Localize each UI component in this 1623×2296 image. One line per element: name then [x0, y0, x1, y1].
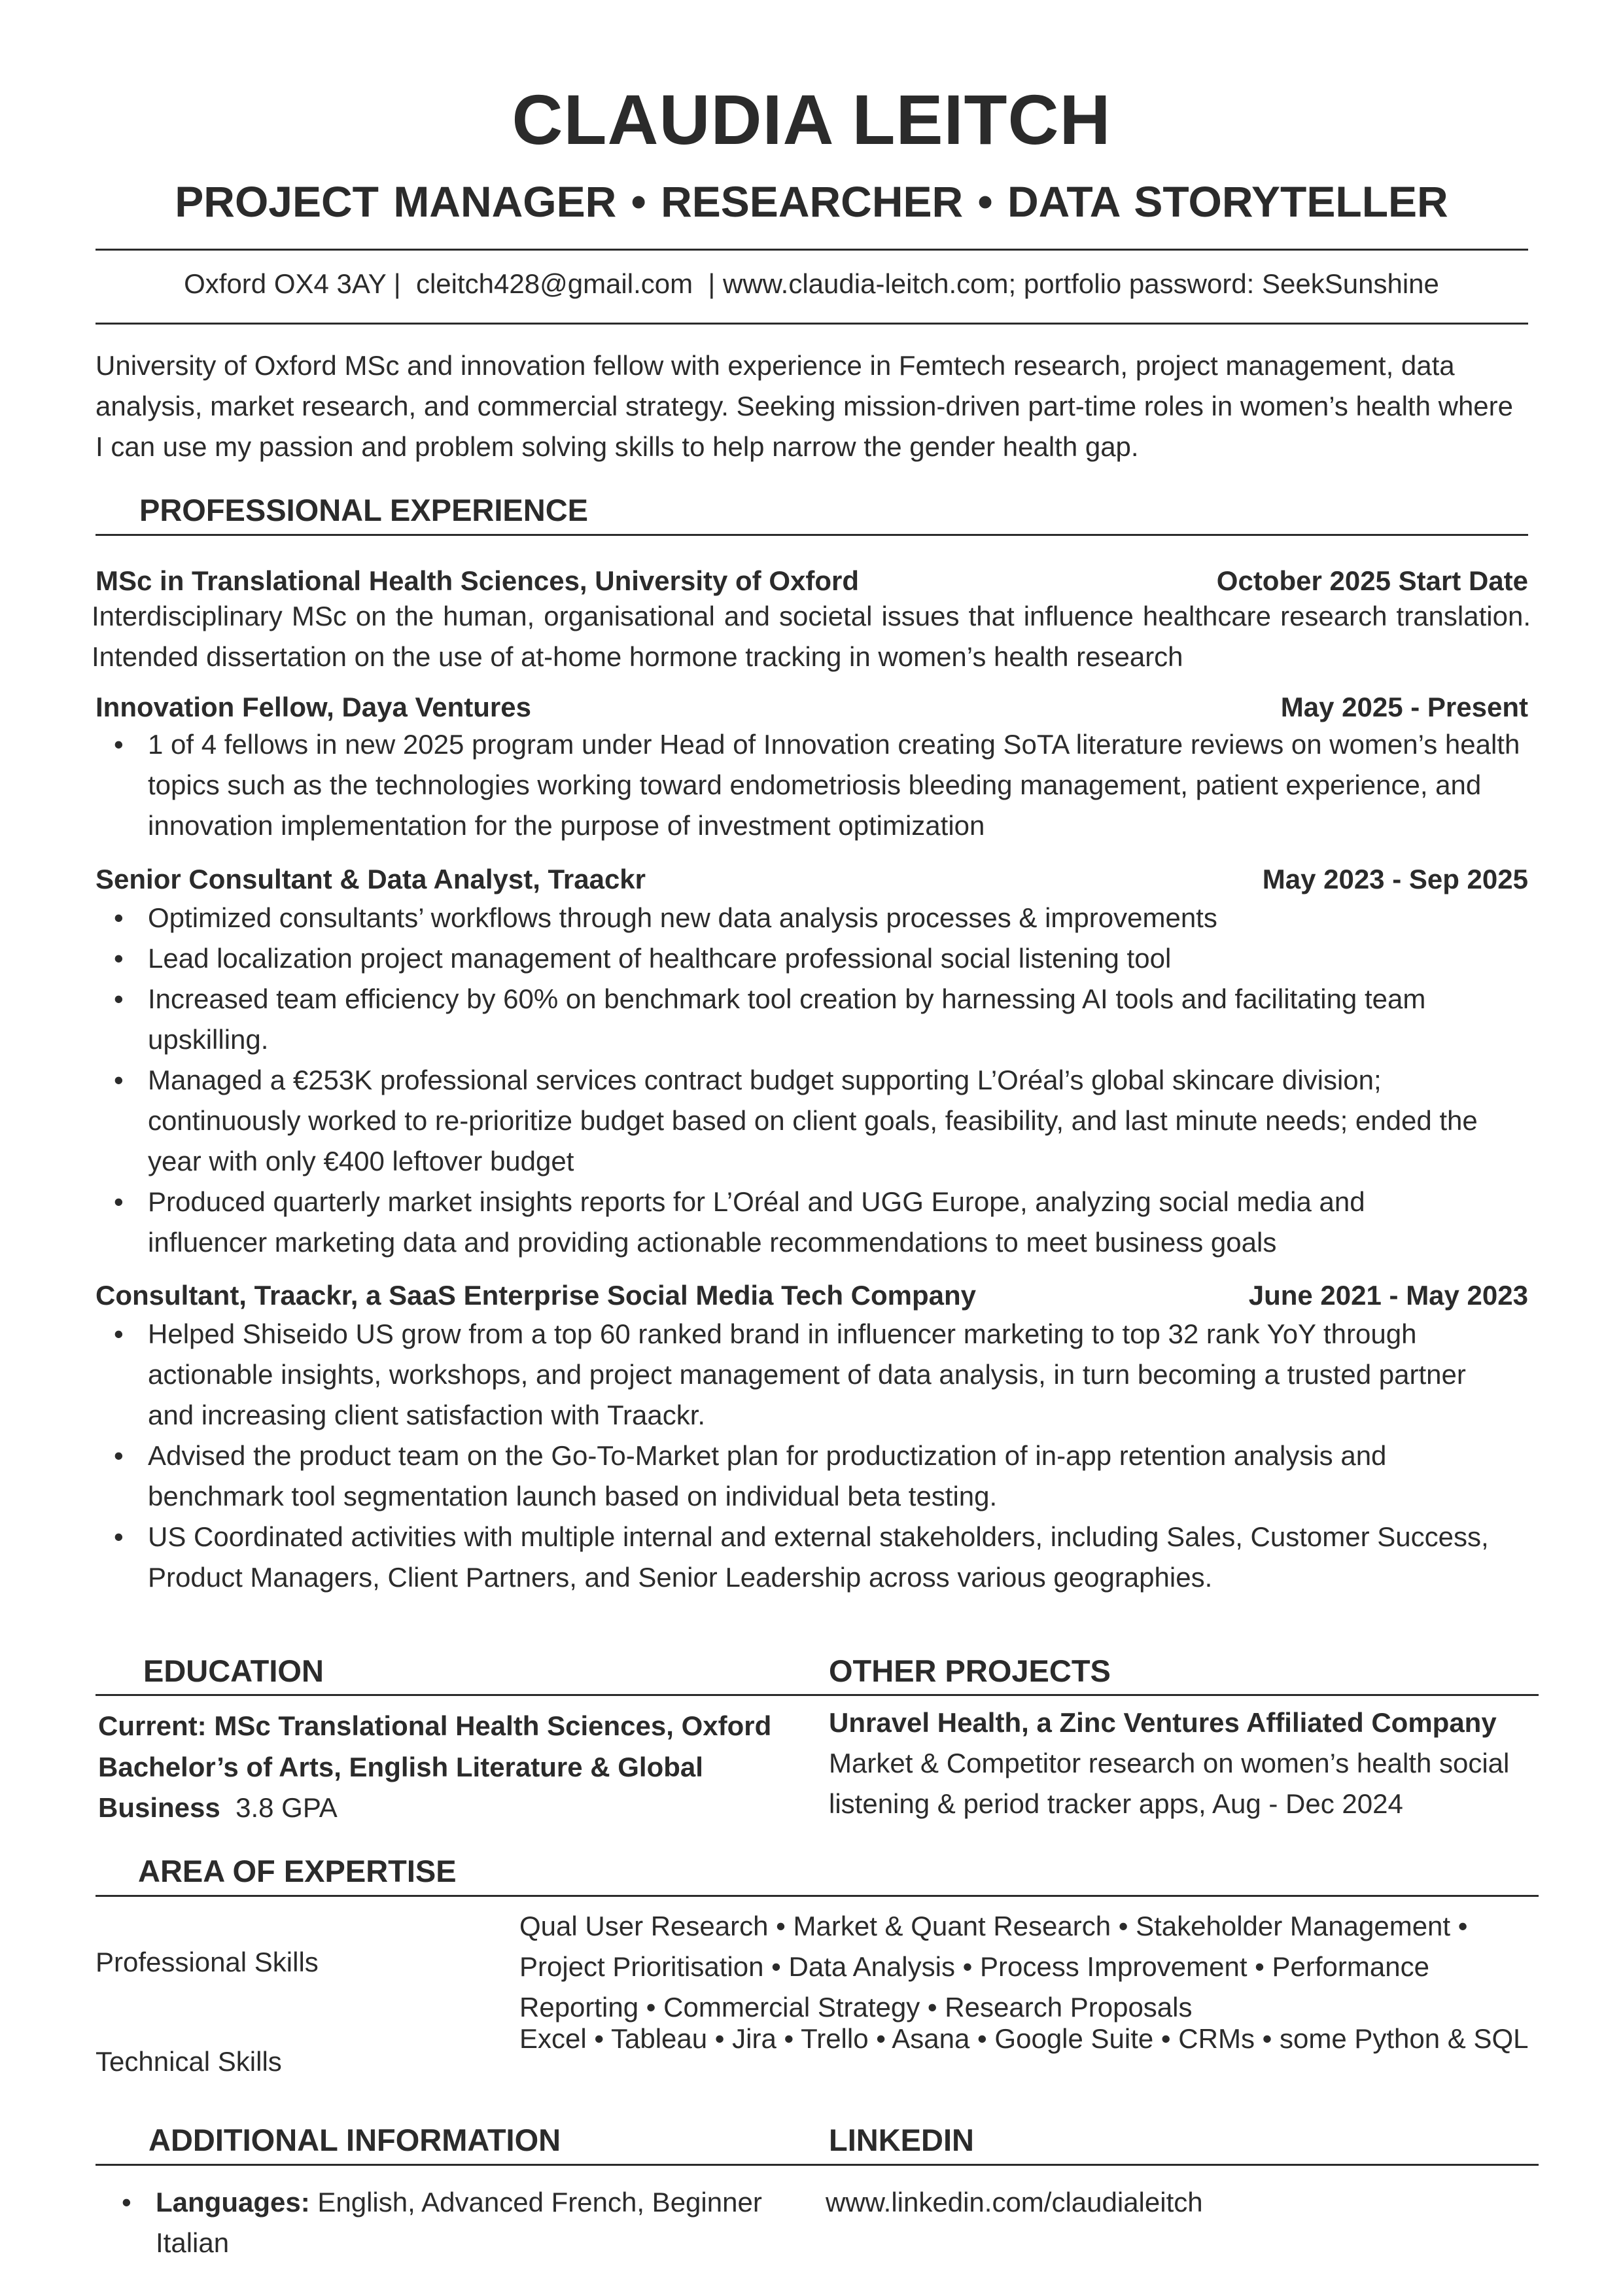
languages-value: English, Advanced French, Beginner Italian [156, 2187, 762, 2258]
job-role: MSc in Translational Health Sciences, University of Oxford [96, 565, 859, 596]
job-bullet: • Managed a €253K professional services contract budget supporting L’Oréal’s global skincare division; continuously worked to re-prioritize budget based on client goals, feasibility, and last minute needs; ended the year with only €400 leftover budget [96, 1060, 1489, 1182]
candidate-tagline: PROJECT MANAGER • RESEARCHER • DATA STORYTELLER [175, 177, 1448, 226]
job-bullet: • Lead localization project management of healthcare professional social listening tool [96, 938, 1489, 979]
projects-section-title: OTHER PROJECTS [829, 1653, 1111, 1688]
job-bullet: • US Coordinated activities with multiple internal and external stakeholders, including Sales, Customer Success, Product Managers, Client Partners, and Senior Leadership across various geographies. [96, 1517, 1489, 1598]
job-bullet: • Optimized consultants’ workflows through new data analysis processes & improvements [96, 898, 1489, 938]
project-name: Unravel Health, a Zinc Ventures Affiliated Company [829, 1707, 1497, 1738]
job-date: October 2025 Start Date [1216, 565, 1528, 596]
job-role: Consultant, Traackr, a SaaS Enterprise Social Media Tech Company [96, 1280, 977, 1311]
additional-section-title: ADDITIONAL INFORMATION [148, 2123, 561, 2157]
job-bullets [96, 1314, 1489, 1598]
job-date: June 2021 - May 2023 [1248, 1280, 1528, 1311]
job-bullet: • Increased team efficiency by 60% on benchmark tool creation by harnessing AI tools and facilitating team upskilling. [96, 979, 1489, 1060]
languages-label: Languages: [156, 2187, 310, 2217]
profile-summary: University of Oxford MSc and innovation fellow with experience in Femtech research, project management, data analysis, market research, and commercial strategy. Seeking mission-driven part-time roles in women’s health where I can use my passion and problem solving skills to help narrow the gender health gap. [96, 350, 1513, 462]
experience-divider [96, 534, 1528, 536]
job-bullet: • Helped Shiseido US grow from a top 60 ranked brand in influencer marketing to top 32 rank YoY through actionable insights, workshops, and project management of data analysis, in turn becoming a trusted partner and increasing client satisfaction with Traackr. [96, 1314, 1489, 1436]
contact-line: Oxford OX4 3AY | cleitch428@gmail.com | www.claudia-leitch.com; portfolio password: SeekSunshine [184, 268, 1439, 299]
languages-item [103, 2182, 810, 2263]
job-header [96, 1276, 1528, 1315]
technical-skills-label: Technical Skills [96, 2046, 282, 2077]
header-bottom-divider [96, 323, 1528, 325]
job-bullet: • 1 of 4 fellows in new 2025 program under Head of Innovation creating SoTA literature reviews on women’s health topics such as the technologies working toward endometriosis bleeding management, patient experience, and innovation implementation for the purpose of investment optimization [96, 724, 1554, 846]
job-date: May 2025 - Present [1280, 692, 1528, 722]
linkedin-url[interactable]: www.linkedin.com/claudialeitch [826, 2187, 1203, 2217]
job-bullets [96, 898, 1489, 1263]
job-role: Senior Consultant & Data Analyst, Traackr [96, 864, 646, 894]
experience-section-title: PROFESSIONAL EXPERIENCE [139, 493, 588, 527]
job-header [96, 860, 1528, 899]
job-role: Innovation Fellow, Daya Ventures [96, 692, 531, 722]
job-description: Interdisciplinary MSc on the human, organisational and societal issues that influence healthcare research translation. Intended dissertation on the use of at-home hormone tracking in women’s health research [92, 601, 1531, 672]
education-divider [96, 1694, 1539, 1696]
additional-divider [96, 2164, 1539, 2166]
education-gpa: 3.8 GPA [236, 1792, 338, 1823]
education-bachelor-block [98, 1747, 792, 1828]
expertise-section-title: AREA OF EXPERTISE [138, 1854, 457, 1888]
additional-bullets [103, 2182, 810, 2263]
candidate-name: CLAUDIA LEITCH [512, 80, 1111, 159]
job-header [96, 561, 1528, 601]
job-bullets [96, 724, 1554, 846]
project-description: Market & Competitor research on women’s health social listening & period tracker apps, Aug - Dec 2024 [829, 1748, 1510, 1819]
technical-skills-value: Excel • Tableau • Jira • Trello • Asana • Google Suite • CRMs • some Python & SQL [519, 2023, 1529, 2054]
professional-skills-label: Professional Skills [96, 1947, 319, 1977]
education-section-title: EDUCATION [143, 1653, 324, 1688]
job-bullet: • Advised the product team on the Go-To-Market plan for productization of in-app retention analysis and benchmark tool segmentation launch based on individual beta testing. [96, 1436, 1489, 1517]
job-bullet: • Produced quarterly market insights reports for L’Oréal and UGG Europe, analyzing social media and influencer marketing data and providing actionable recommendations to meet business goals [96, 1182, 1489, 1263]
professional-skills-value: Qual User Research • Market & Quant Research • Stakeholder Management • Project Prioritisation • Data Analysis • Process Improvement • Performance Reporting • Commercial Strategy • Research Proposals [519, 1911, 1468, 2022]
expertise-divider [96, 1895, 1539, 1897]
job-header [96, 688, 1528, 727]
linkedin-section-title: LINKEDIN [829, 2123, 974, 2157]
education-bachelor: Bachelor’s of Arts, English Literature & Global Business [98, 1752, 703, 1823]
job-date: May 2023 - Sep 2025 [1262, 864, 1528, 894]
header-top-divider [96, 249, 1528, 251]
education-current: Current: MSc Translational Health Sciences, Oxford [98, 1710, 772, 1741]
